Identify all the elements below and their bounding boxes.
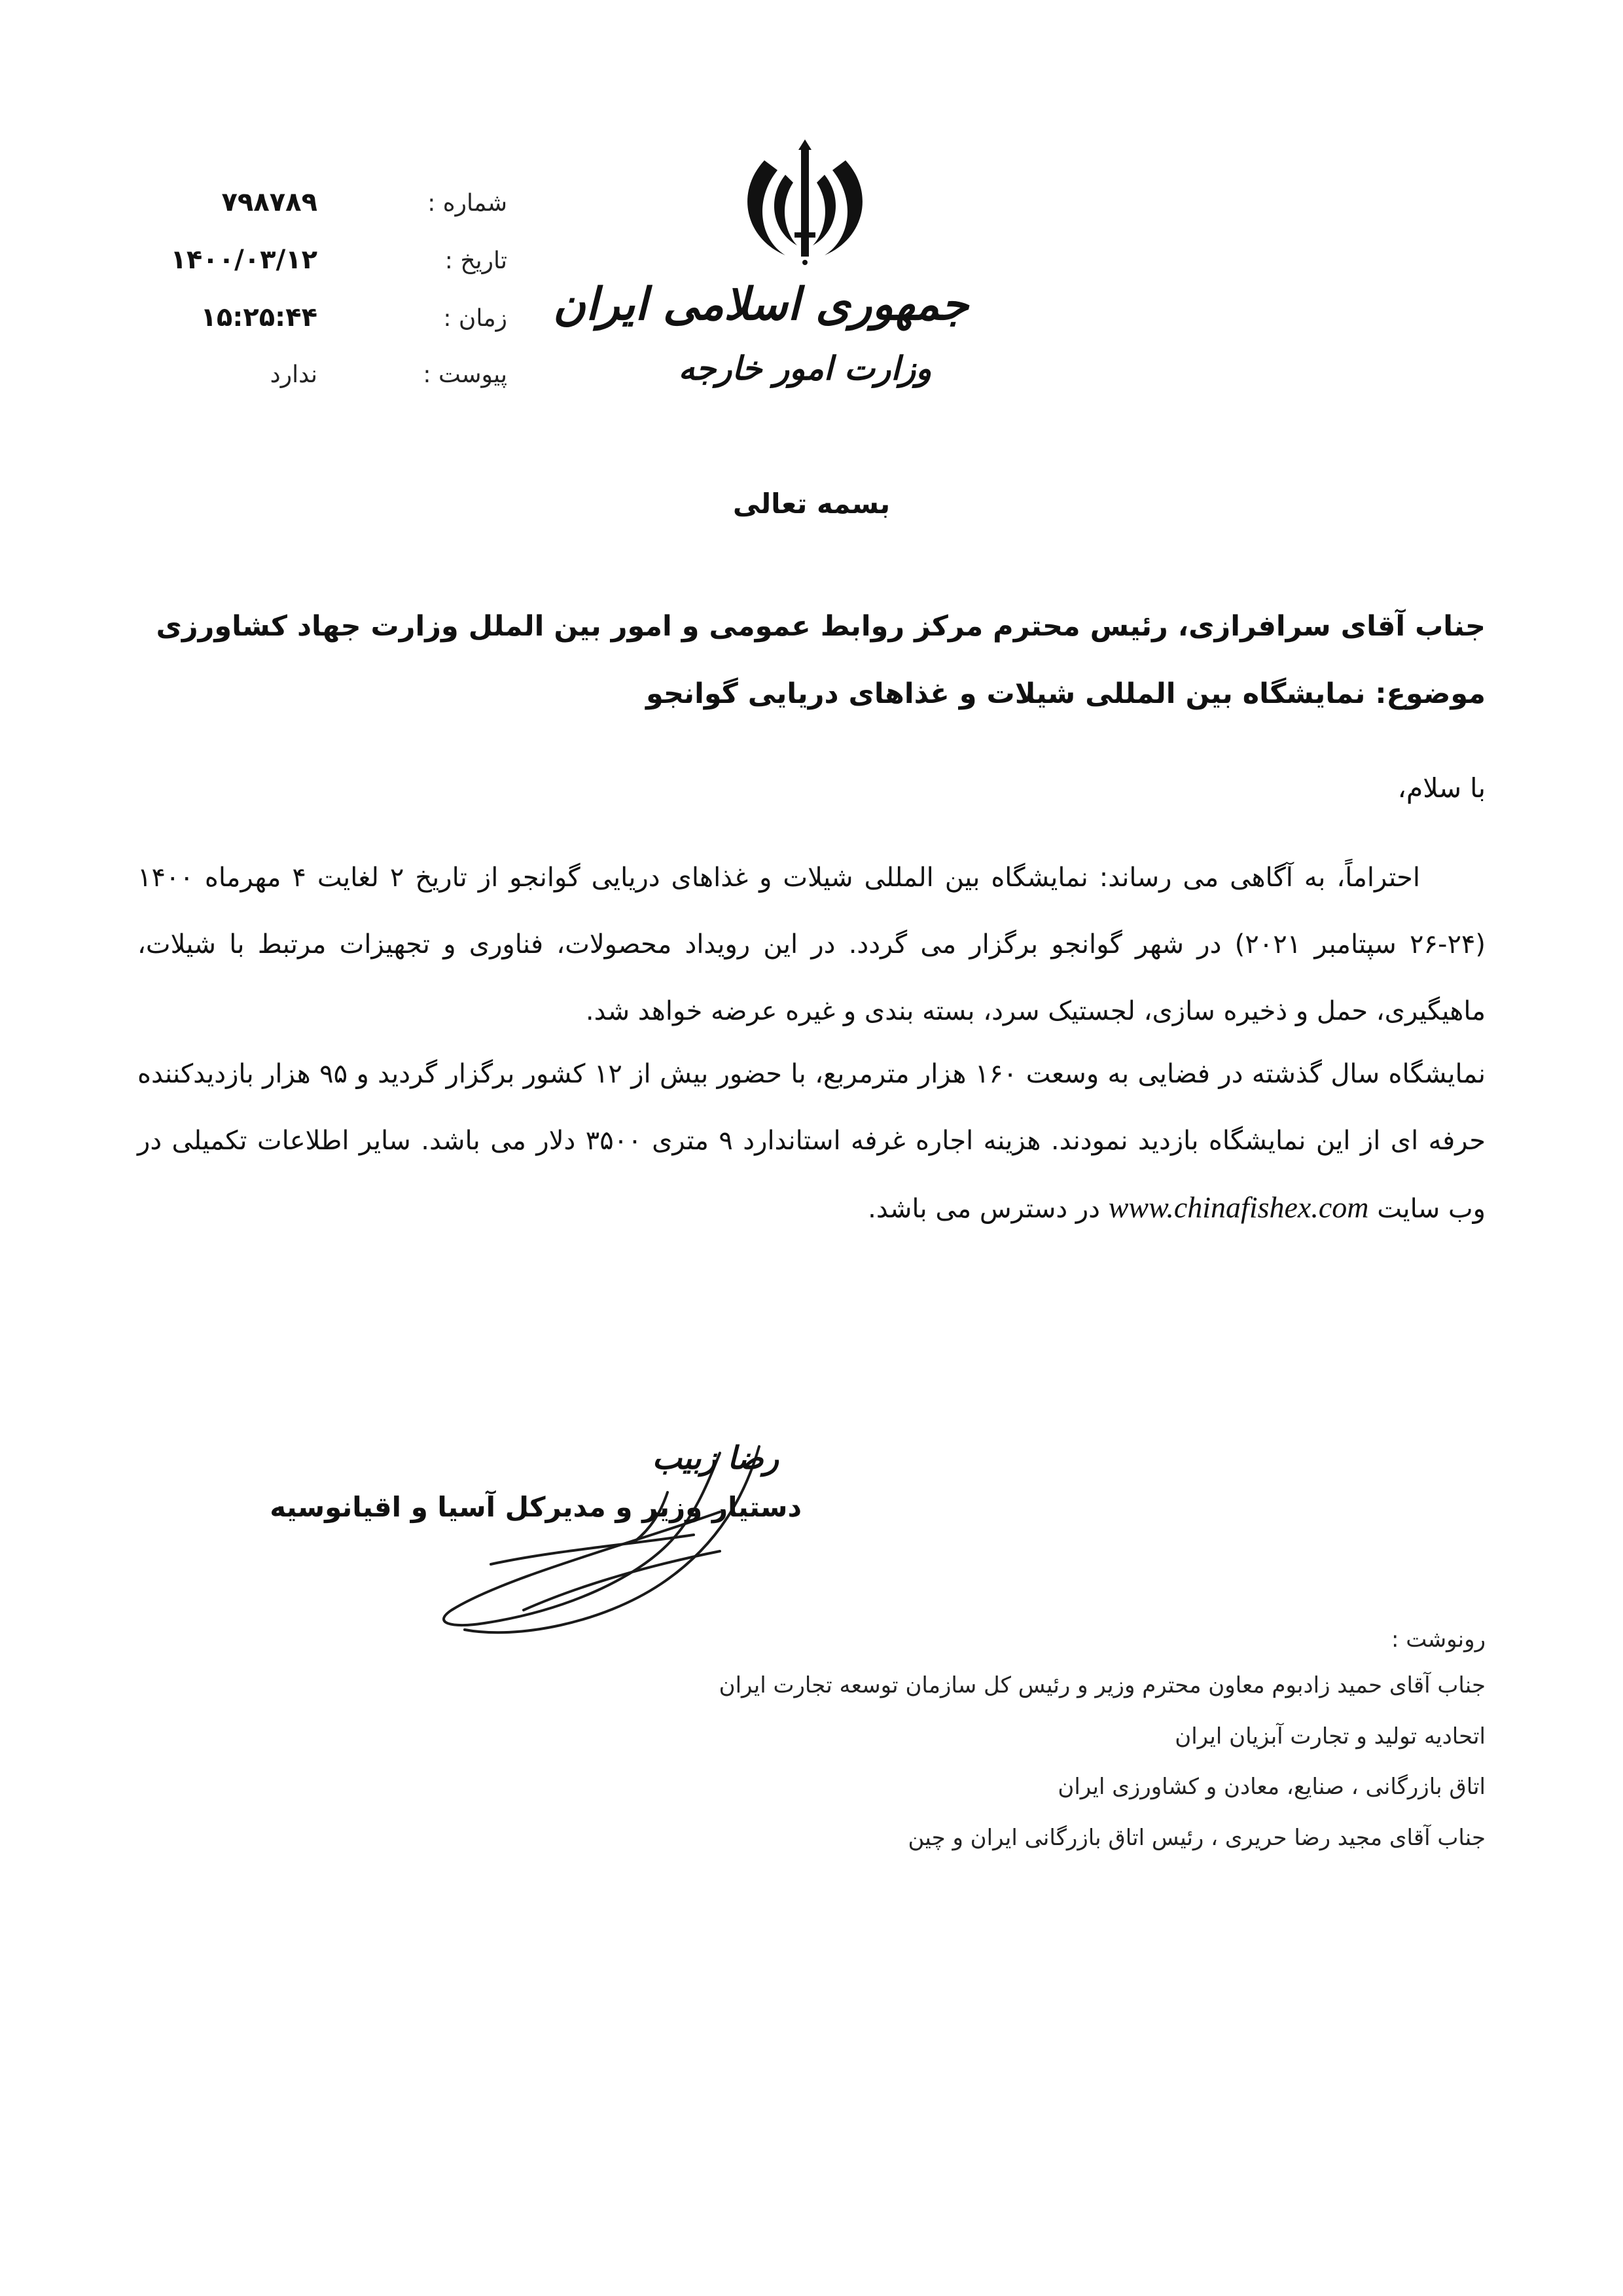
subject-line: موضوع: نمایشگاه بین المللی شیلات و غذاهای دریایی گوانجو xyxy=(645,677,1486,710)
attachment-value: ندارد xyxy=(270,361,317,388)
iran-emblem-icon xyxy=(740,134,870,265)
cc-title: رونوشت : xyxy=(1391,1626,1486,1653)
greeting: با سلام، xyxy=(1397,772,1486,804)
cc-item: جناب آقای حمید زادبوم معاون محترم وزیر و رئیس کل سازمان توسعه تجارت ایران xyxy=(719,1672,1486,1698)
date-value: ۱۴۰۰/۰۳/۱۲ xyxy=(170,245,317,275)
cc-item: اتحادیه تولید و تجارت آبزیان ایران xyxy=(1175,1723,1486,1749)
ministry-name: وزارت امور خارجه xyxy=(678,349,932,387)
country-name: جمهوری اسلامی ایران xyxy=(553,278,969,331)
body-paragraph-2 xyxy=(137,1041,1486,1242)
signer-name: رضا زبیب xyxy=(652,1440,779,1477)
letterhead xyxy=(553,134,969,387)
date-label: تاریخ : xyxy=(444,247,507,274)
handwritten-signature-icon xyxy=(353,1414,942,1649)
signer-title: دستیار وزیر و مدیرکل آسیا و اقیانوسیه xyxy=(270,1491,802,1523)
body-paragraph-1: احتراماً، به آگاهی می رساند: نمایشگاه بین المللی شیلات و غذاهای دریایی گوانجو از تاریخ ۲ لغایت ۴ مهرماه ۱۴۰۰ (۲۴-۲۶ سپتامبر ۲۰۲۱) در شهر گوانجو برگزار می گردد. در این رویداد محصولات، فناوری و تجهیزات مرتبط با شیلات، ماهیگیری، حمل و ذخیره سازی، لجستیک سرد، بسته بندی و غیره عرضه خواهد شد. xyxy=(137,863,1486,1026)
cc-item: اتاق بازرگانی ، صنایع، معادن و کشاورزی ایران xyxy=(1058,1774,1486,1800)
signature-block xyxy=(270,1414,942,1649)
recipient-line: جناب آقای سرافرازی، رئیس محترم مرکز روابط عمومی و امور بین الملل وزارت جهاد کشاورزی xyxy=(156,610,1486,643)
number-value: ۷۹۸۷۸۹ xyxy=(221,187,317,217)
website-link[interactable]: www.chinafishex.com xyxy=(1108,1191,1369,1224)
body-paragraph-2-tail: در دسترس می باشد. xyxy=(868,1194,1109,1224)
cc-item: جناب آقای مجید رضا حریری ، رئیس اتاق بازرگانی ایران و چین xyxy=(908,1825,1486,1851)
body-paragraph-2-text: نمایشگاه سال گذشته در فضایی به وسعت ۱۶۰ هزار مترمربع، با حضور بیش از ۱۲ کشور برگزار گردید و ۹۵ هزار بازدیدکننده حرفه ای از این نمایشگاه بازدید نمودند. هزینه اجاره غرفه استاندارد ۹ متری ۳۵۰۰ دلار می باشد. سایر اطلاعات تکمیلی در وب سایت xyxy=(137,1059,1486,1224)
number-label: شماره : xyxy=(427,190,507,217)
attachment-label: پیوست : xyxy=(423,361,507,388)
time-value: ۱۵:۲۵:۴۴ xyxy=(200,302,317,332)
bismillah-heading: بسمه تعالی xyxy=(732,488,891,520)
time-label: زمان : xyxy=(443,305,507,332)
